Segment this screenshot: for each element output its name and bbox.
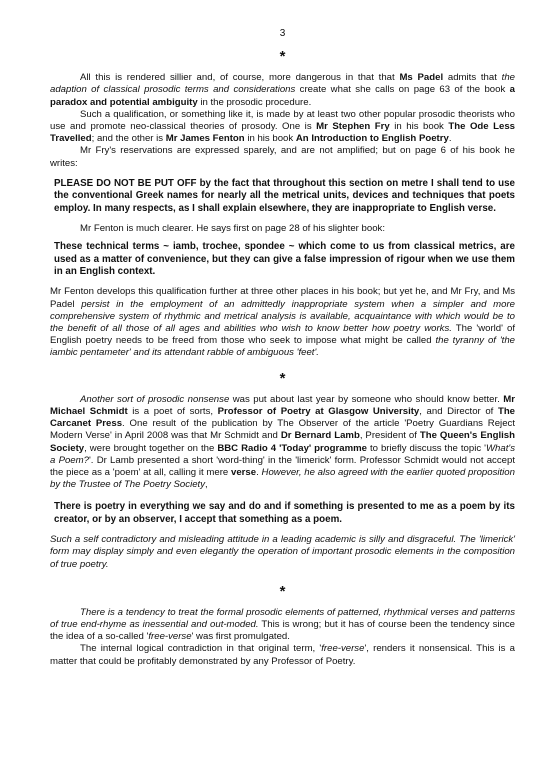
text-run: The internal logical contradiction in that original term, ' [80, 643, 322, 655]
text-run: admits that [443, 72, 502, 84]
text-run: , were brought together on the [84, 442, 218, 454]
book-title-ode: The Ode Less Travelled [50, 121, 516, 145]
section-separator-star: * [279, 369, 286, 387]
name-bernard-lamb: Dr Bernard Lamb [280, 430, 360, 442]
page-number: 3 [279, 28, 286, 39]
book-title-introduction: An Introduction to English Poetry [295, 133, 449, 145]
section-separator-star: * [279, 48, 286, 66]
text-run: . One result of the publication by The Observer of the article 'Poetry Guardians Reject Modern Verse' in April 2008 was that Mr Schmidt and [50, 418, 515, 442]
bold-phrase: The Queen's English Society [50, 430, 515, 454]
text-run: in his book [244, 133, 296, 145]
text-run: ; and the other is [91, 133, 166, 145]
name-stephen-fry: Mr Stephen Fry [316, 121, 390, 133]
text-run: . [448, 133, 452, 145]
paragraph-8 [50, 607, 515, 644]
paragraph-7: Such a self contradictory and misleading attitude in a leading academic is silly and disgraceful. The 'limerick' form may display simply and even elegantly the operation of important prosodic elements in the composition of true poetry. [50, 534, 515, 570]
name-james-fenton: Mr James Fenton [165, 133, 245, 145]
text-run: to briefly discuss the topic ' [366, 442, 486, 454]
text-run: ' was first promulgated. [191, 631, 290, 643]
paragraph-5 [50, 286, 515, 359]
text-run: , and Director of [419, 405, 498, 417]
paragraph-3: Mr Fry's reservations are expressed sparely, and are not amplified; but on page 6 of his book he writes: [50, 145, 515, 169]
text-run: Such a qualification, or something like it, is made by at least two other popular prosodic theorists who use and promote neo-classical theories of prosody. One is [50, 108, 515, 133]
quote-fry: PLEASE DO NOT BE PUT OFF by the fact that throughout this section on metre I shall tend to use the conventional Greek names for nearly all the metrical units, devices and techniques that poets employ. In many respects, as I shall explain elsewhere, they are inappropriate to English verse. [54, 177, 515, 214]
paragraph-9 [50, 643, 515, 667]
text-run: This is wrong; but it has of course been the tendency since the idea of a so-called ' [50, 618, 515, 643]
italic-phrase: There is a tendency to treat the formal prosodic elements of patterned, rhythmical verses and patterns of true end-rhyme as inessential and out-moded. [50, 606, 515, 630]
text-run: All this is rendered sillier and, of course, more dangerous in that that [80, 72, 400, 84]
paragraph-6 [50, 394, 515, 492]
italic-phrase: persist in the employment of an admittedly inappropriate system when a simpler and more comprehensive system of rhythmic and metrical analysis is available, acquaintance with which would be to the benefit of all those of all ages and abilities who wish to know better how poetry works. [50, 298, 515, 335]
italic-phrase: free-verse [321, 643, 365, 655]
name-ms-padel: Ms Padel [399, 72, 444, 84]
italic-phrase: Another sort of prosodic nonsense [80, 393, 230, 405]
document-page [50, 28, 515, 668]
text-run: , [205, 479, 208, 491]
text-run: in his book [389, 121, 449, 133]
text-run: was put about last year by someone who should know better. [229, 393, 504, 405]
bold-phrase: BBC Radio 4 'Today' programme [217, 442, 367, 454]
italic-phrase: However, he also agreed with the earlier quoted proposition by the Trustee of The Poetry Society [50, 466, 515, 491]
italic-phrase: the adaption of classical prosodic terms and considerations [50, 72, 515, 96]
text-run: '. Dr Lamb presented a short 'word-thing' in the 'limerick' form. Professor Schmidt would not accept the piece as a 'poem' at all, calling it mere [50, 454, 515, 478]
paragraph-1 [50, 72, 515, 109]
italic-phrase: free-verse [148, 631, 192, 643]
italic-phrase: the tyranny of 'the iambic pentameter' and its attendant rabble of ambiguous 'feet'. [50, 335, 515, 359]
text-run: ', renders it nonsensical. This is a matter that could be profitably demonstrated by any Professor of Poetry. [50, 643, 515, 667]
quote-fenton: These technical terms ~ iamb, trochee, spondee ~ which come to us from classical metrics, are used as a matter of convenience, but they can give a false impression of rigour when we use them in an English context. [54, 241, 515, 278]
text-run: Mr Fenton develops this qualification further at three other places in his book; but yet he, and Mr Fry, and Ms Padel [50, 286, 515, 310]
text-run: create what she calls on page 63 of the book [295, 84, 510, 96]
paragraph-2 [50, 109, 515, 146]
text-run: , President of [359, 430, 420, 442]
text-run: in the prosodic procedure. [197, 96, 312, 108]
name-michael-schmidt: Mr Michael Schmidt [50, 393, 515, 417]
text-run: The 'world' of English poetry needs to be freed from those who seek to impose what might be called [50, 323, 515, 347]
italic-phrase: What's a Poem? [50, 442, 515, 466]
bold-phrase: The Carcanet Press [50, 405, 516, 430]
paragraph-4: Mr Fenton is much clearer. He says first on page 28 of his slighter book: [80, 223, 386, 235]
quote-poetry-society: There is poetry in everything we say and do and if something is presented to me as a poem by its creator, or by an observer, I accept that something as a poem. [54, 501, 515, 525]
text-run: is a poet of sorts, [127, 405, 218, 417]
bold-word-verse: verse [231, 466, 257, 478]
bold-phrase: Professor of Poetry at Glasgow University [217, 405, 420, 417]
bold-phrase: a paradox and potential ambiguity [50, 84, 515, 108]
text-run: . [256, 466, 262, 478]
section-separator-star: * [279, 582, 286, 600]
